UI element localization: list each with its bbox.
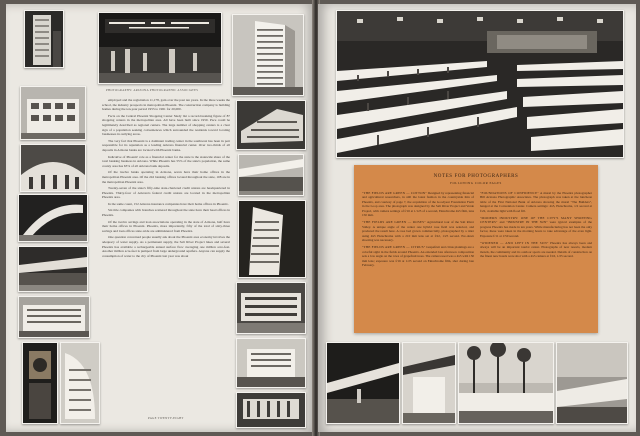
- note-body: Agricultural tour of the Salt River Valley. A unique angle of the center one hybrid rose field was selected, and produced the result here. A rose bed grown commercially, photographed by a rider using 4x5 Ektachrome with a 210 mm lens set at f/22, 1/25 second. Pre-dawn shooting was necessary.: [362, 220, 474, 243]
- note-heading: "THE FIELDS ARE GREEN — CITRUS": [362, 245, 426, 250]
- note-body: Phoenix has always been and always will be an important tourist center. Photographs of new resorts, modern motels, the community and its outdoor sports are needed. Details of construction on the finest new hotels were shot with a 4x5 camera at f/16, 1/25 second.: [480, 241, 592, 259]
- photo-hotel-exterior: [236, 100, 306, 150]
- left-body-text: [102, 98, 230, 408]
- left-page: [6, 4, 314, 432]
- body-paragraph: In the same count, 152 Arizona insurance companies have their home offices in Phoenix.: [108, 201, 229, 206]
- note-heading: "MODERN INDUSTRY: ONE OF THE CITY'S MANY SHOPPING CENTERS": [480, 216, 592, 225]
- photo-banquet-hall: [336, 10, 624, 158]
- photo-department-store: [236, 282, 306, 334]
- note-entry: [362, 220, 474, 242]
- note-body: A mural by the Phoenix photographer Bill Arizona Photographic Associates. The photograph was taken at the luncheon table of the First National Bank of Arizona showing the mural "The Builders", hanged at the Convention Center. Camera settings: 4x5, Ektachrome, 1/2 second at f/22, available light with flood fill.: [480, 191, 592, 213]
- note-heading: "THE FIELDS ARE GREEN — ROSES": [362, 220, 426, 225]
- notes-left-column: [362, 191, 474, 327]
- note-entry: [480, 216, 592, 238]
- body-paragraph: Twenty-seven of the state's fifty-nine state-chartered credit unions are headquartered in Phoenix. Thirty-four of Arizona's federal credit unions are located in the metropolitan Phoenix area.: [102, 186, 230, 200]
- photo-street-view: [236, 338, 306, 388]
- photo-canopy: [238, 154, 304, 196]
- page-folio: PAGE TWENTY-EIGHT: [148, 416, 184, 420]
- body-paragraph: Of the twelve banks operating in Arizona, seven have their home offices in the metropolitan Phoenix area. Of the 242 banking offices located throughout the state, 108 are in the metropolitan Phoenix area.: [102, 170, 230, 184]
- body-paragraph: One question concerned people usually ask about the Phoenix area economy involves the adequacy of water supply. As a permanent supply, the Salt River Project lakes and several Phoenix has available a rechargeable annual surface flow averaging one million acre-feet. Another million acre-feet is pumped from large underground aquifers. Anyone can supply the consumption of water to the city of Phoenix last year was about: [102, 235, 230, 258]
- notes-for-photographers-box: [354, 165, 598, 333]
- photo-white-building: [18, 296, 90, 338]
- notes-title: NOTES FOR PHOTOGRAPHERS: [433, 174, 519, 179]
- note-body: Designed by representing financial and agricultural researchers, in still the latest fashion in the countryside thin of Phoenix, and courtesy of page 7, the acquisition of the Goodyear Foundation Farm in the Loop area. The photograph was designed by the Salt River Project and Verde Project, with camera settings of f/16 at 1/125 of a second, Ektachrome 4x5 film, lens 150 mm.: [362, 191, 474, 218]
- note-body: and "INDUSTRY IN THE SUN" were typical examples of the progress Phoenix has made in ten years. While manufacturing has not been the only factor, these were taken in the morning hours to take advantage of the even light. Exposure f/11 at 1/50 second.: [480, 220, 592, 238]
- note-entry: [362, 191, 474, 217]
- photo-modern-building: [20, 86, 86, 140]
- note-heading: "WIDENED — AND LEFT IN THE SUN": [480, 241, 549, 246]
- note-entry: [480, 191, 592, 213]
- body-paragraph: Indicative of Phoenix' role as a financial center for the state is the statewide share of the total banking business in Arizona. While Phoenix has 55% of the state's population, the same county area has 63% of all Arizona bank deposits.: [102, 154, 230, 168]
- notes-right-column: [480, 191, 592, 327]
- note-heading: "FOUNDATIONS OF CONFIDENCE": [480, 191, 539, 195]
- photo-office-tower: [232, 14, 304, 96]
- photo-curved-structure: [18, 194, 88, 242]
- photo-low-building: [18, 246, 88, 292]
- body-paragraph: Of the twelve savings and loan associations operating in the state of Arizona, half have their home offices in Phoenix. Phoenix, more importantly, fifty of the total of sixty-three savings and loan offices state-wide are administered from Phoenix.: [102, 219, 230, 233]
- photo-modern-entry: [402, 342, 456, 424]
- body-paragraph: Facts on the Central Phoenix Shopping Center Study list a record-breaking figure of 87 shopping centers in the metropolitan area. All have been built since 1950. Pace could be legitimately described as regional centers. The large number of shopping centers is a clear sign of a population seeking conveniences which surrounded the residents toward locating businesses in outlying areas.: [102, 113, 230, 137]
- photo-curved-facade: [60, 342, 100, 424]
- note-entry: [480, 241, 592, 259]
- note-body: Grapefruit and citrus plantings are a colorful sight in the fields around Phoenix. An extended late afternoon composition sets a low angle on the rows of grapefruit trees. The camera used was a 4x5 with 150 mm lens; exposure was f/16 at 1/25 second on Ektachrome film, shot during late February.: [362, 245, 474, 268]
- photo-tower-night: [24, 10, 64, 68]
- photo-highrise-angle: [238, 200, 306, 278]
- photo-palm-motel: [458, 342, 554, 424]
- body-paragraph: Six title companies with branches scattered throughout the state have their head offices in Phoenix.: [102, 208, 230, 218]
- note-entry: [362, 245, 474, 267]
- photo-neon-sign: [98, 12, 222, 84]
- photo-emblem: [22, 342, 58, 424]
- photo-fountain-plaza: [326, 342, 400, 424]
- photo-desert-structure: [556, 342, 628, 424]
- body-paragraph: The very fact that Phoenix is a dominant trading center in the southwest has been in part responsible for its reputation as a leading Arizona financial center. Over two-thirds of all deposits in Arizona banks are located with Phoenix banks.: [102, 138, 230, 152]
- body-paragraph: employed and the registration 11,178, gain over the past ten years. In the three weeks the school, the industry prospects in metropolitan Phoenix. The construction company is building homes during the ten-year period 1955 to 1961 for 20,000.: [102, 98, 230, 112]
- photo-bank-building: [236, 392, 306, 428]
- note-heading: "THE FIELDS ARE GREEN — COTTON": [362, 191, 427, 195]
- photo-arched-building: [20, 144, 86, 192]
- top-photo-caption: PHOTOGRAPHY: ARIZONA PHOTOGRAPHIC ASSOCIATES: [106, 88, 199, 92]
- notes-subtitle: FOLLOWING COLOR PAGES: [450, 181, 502, 185]
